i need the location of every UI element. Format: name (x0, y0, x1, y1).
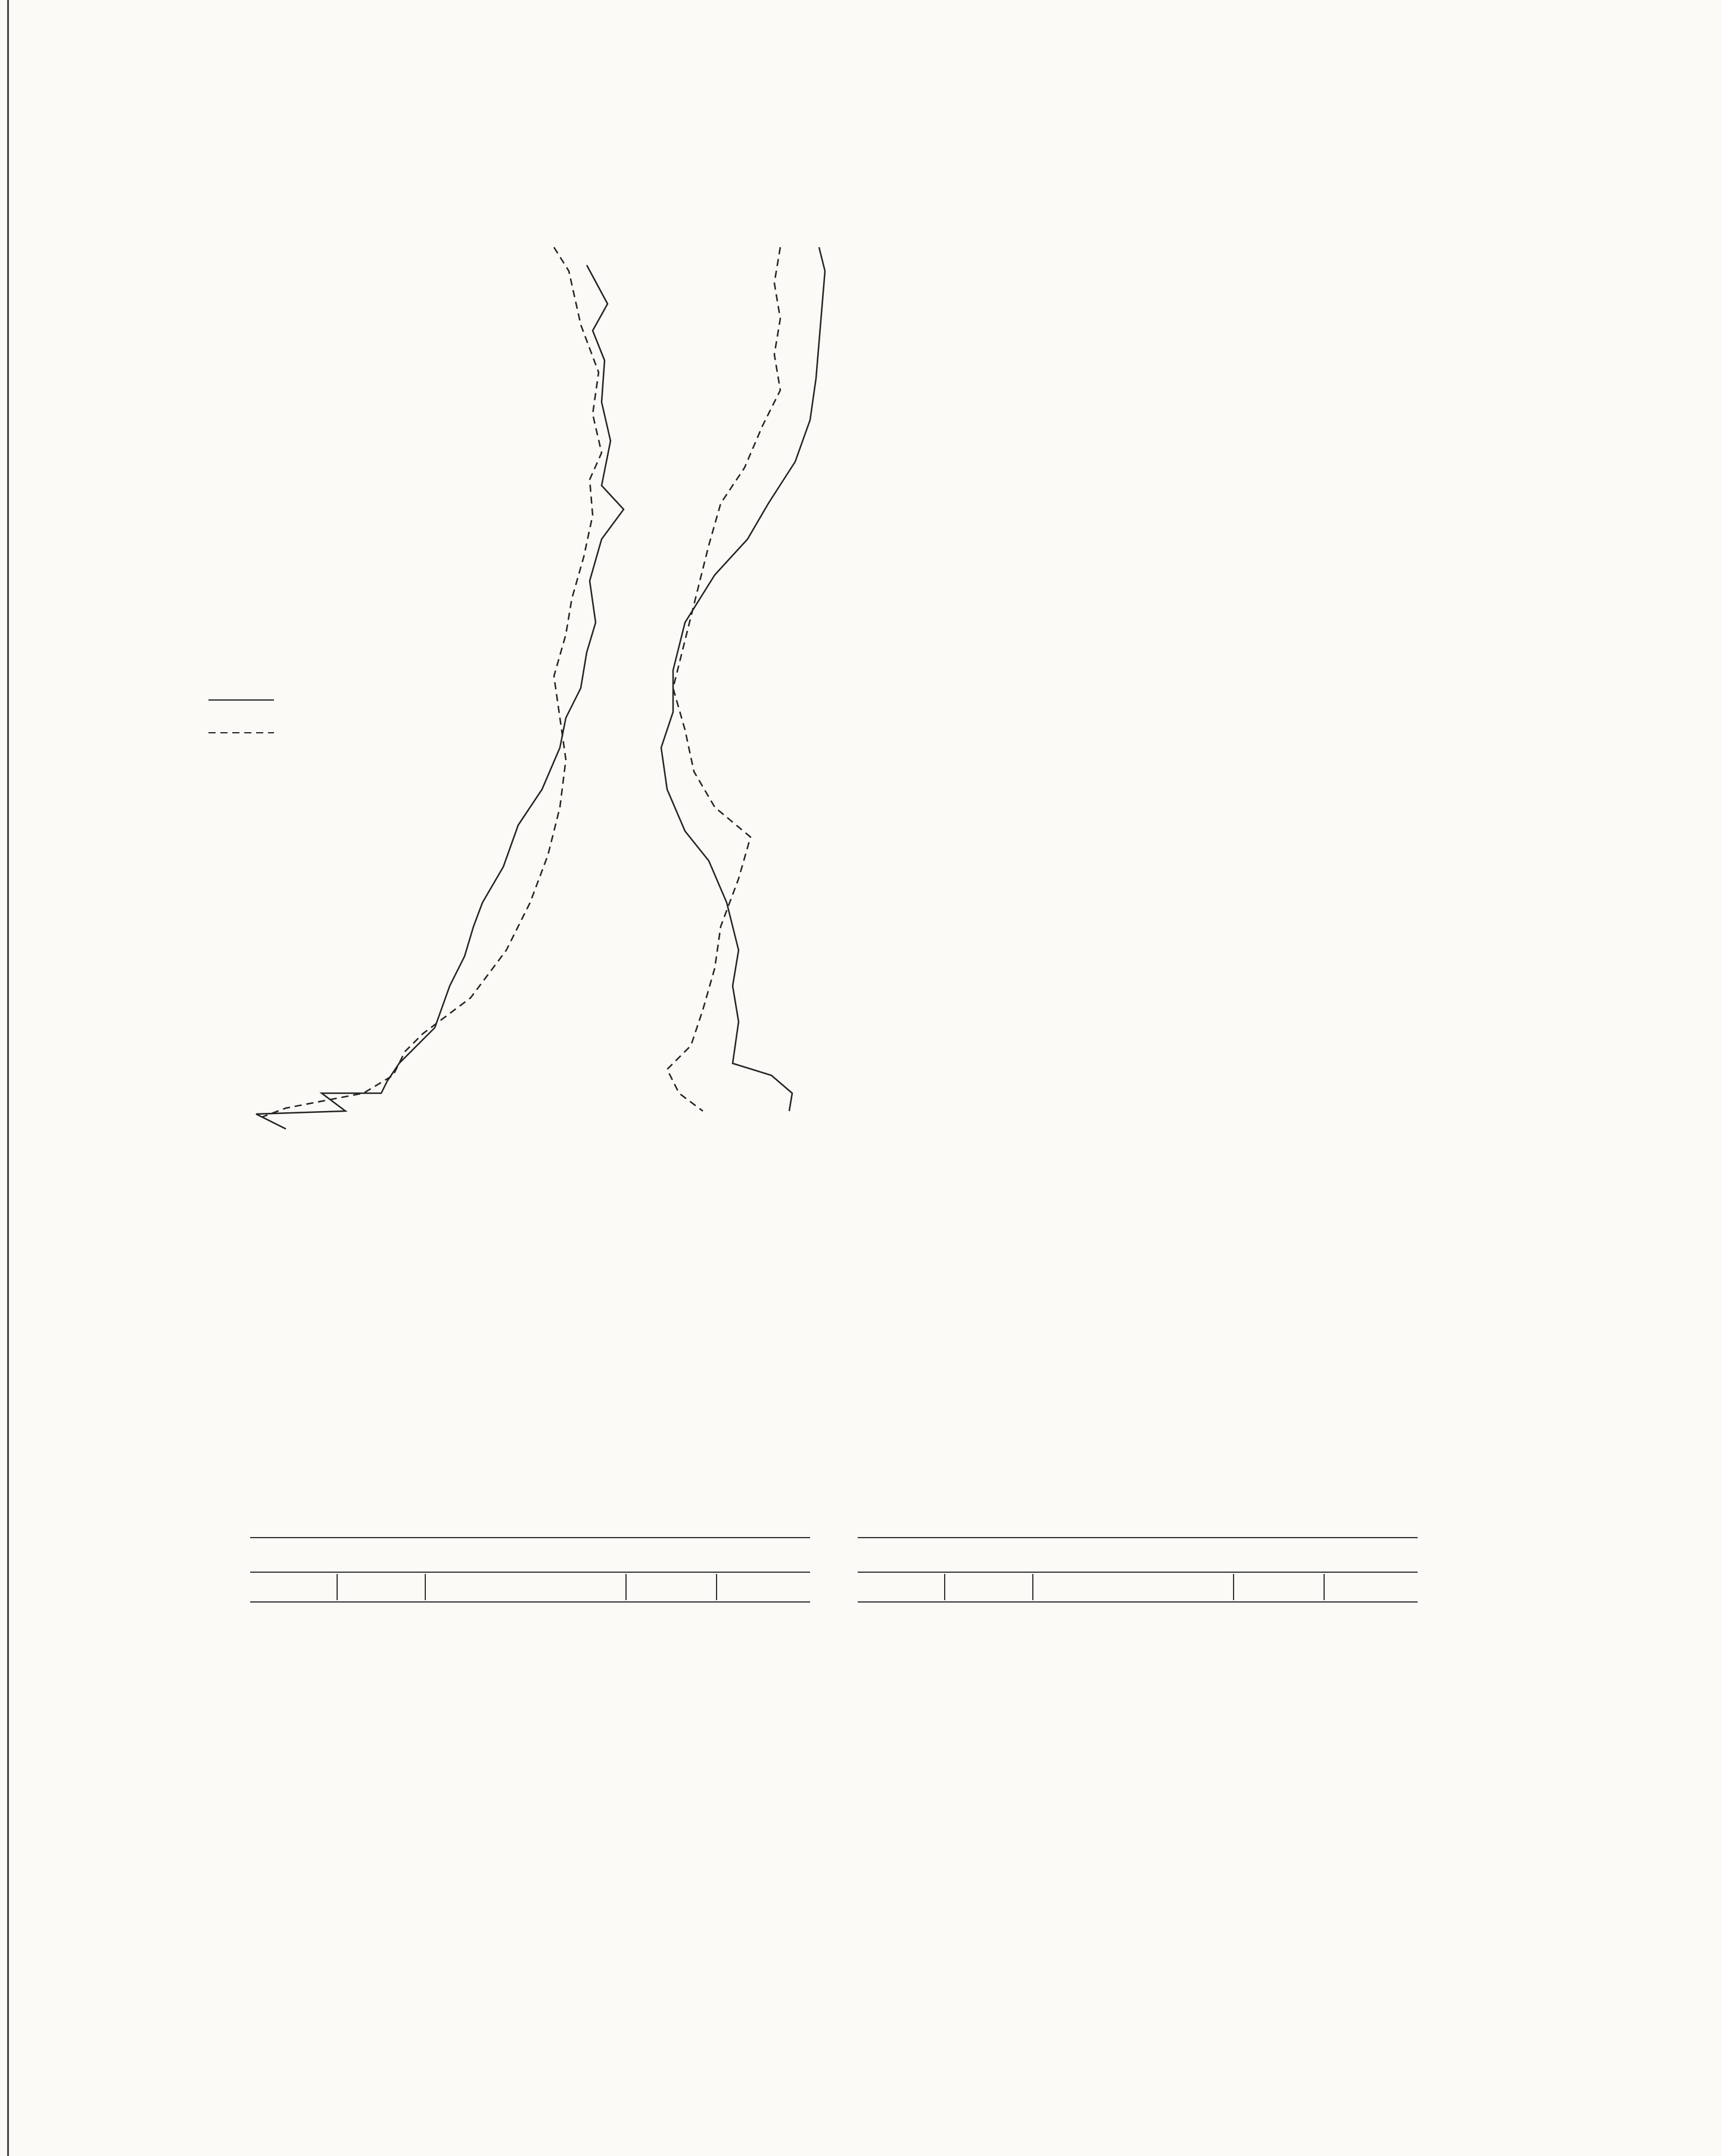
sommer-vline (1032, 1574, 1033, 1600)
sommer-vline (1233, 1574, 1234, 1600)
sommer-table-rule (858, 1572, 1418, 1573)
winter-table-header-rule (250, 1601, 810, 1603)
sommer-vline (1324, 1574, 1325, 1600)
sommer-vline (944, 1574, 945, 1600)
sommer-table-header-rule (858, 1601, 1418, 1603)
winter-n-curve (262, 247, 602, 1117)
winter-table (250, 1537, 810, 2073)
winter-vline (625, 1574, 627, 1600)
figure-1 (149, 235, 867, 1162)
winter-table-rule (250, 1572, 810, 1573)
winter-s-curve (256, 265, 624, 1129)
winter-table-top-rule (250, 1537, 810, 1538)
winter-vline (716, 1574, 717, 1600)
sommer-table (858, 1537, 1418, 2073)
winter-vline (425, 1574, 426, 1600)
page-margin-line (7, 0, 9, 2156)
sommer-table-top-rule (858, 1537, 1418, 1538)
winter-vline (337, 1574, 338, 1600)
sommer-n-curve (667, 247, 780, 1111)
sommer-s-curve (661, 247, 825, 1111)
